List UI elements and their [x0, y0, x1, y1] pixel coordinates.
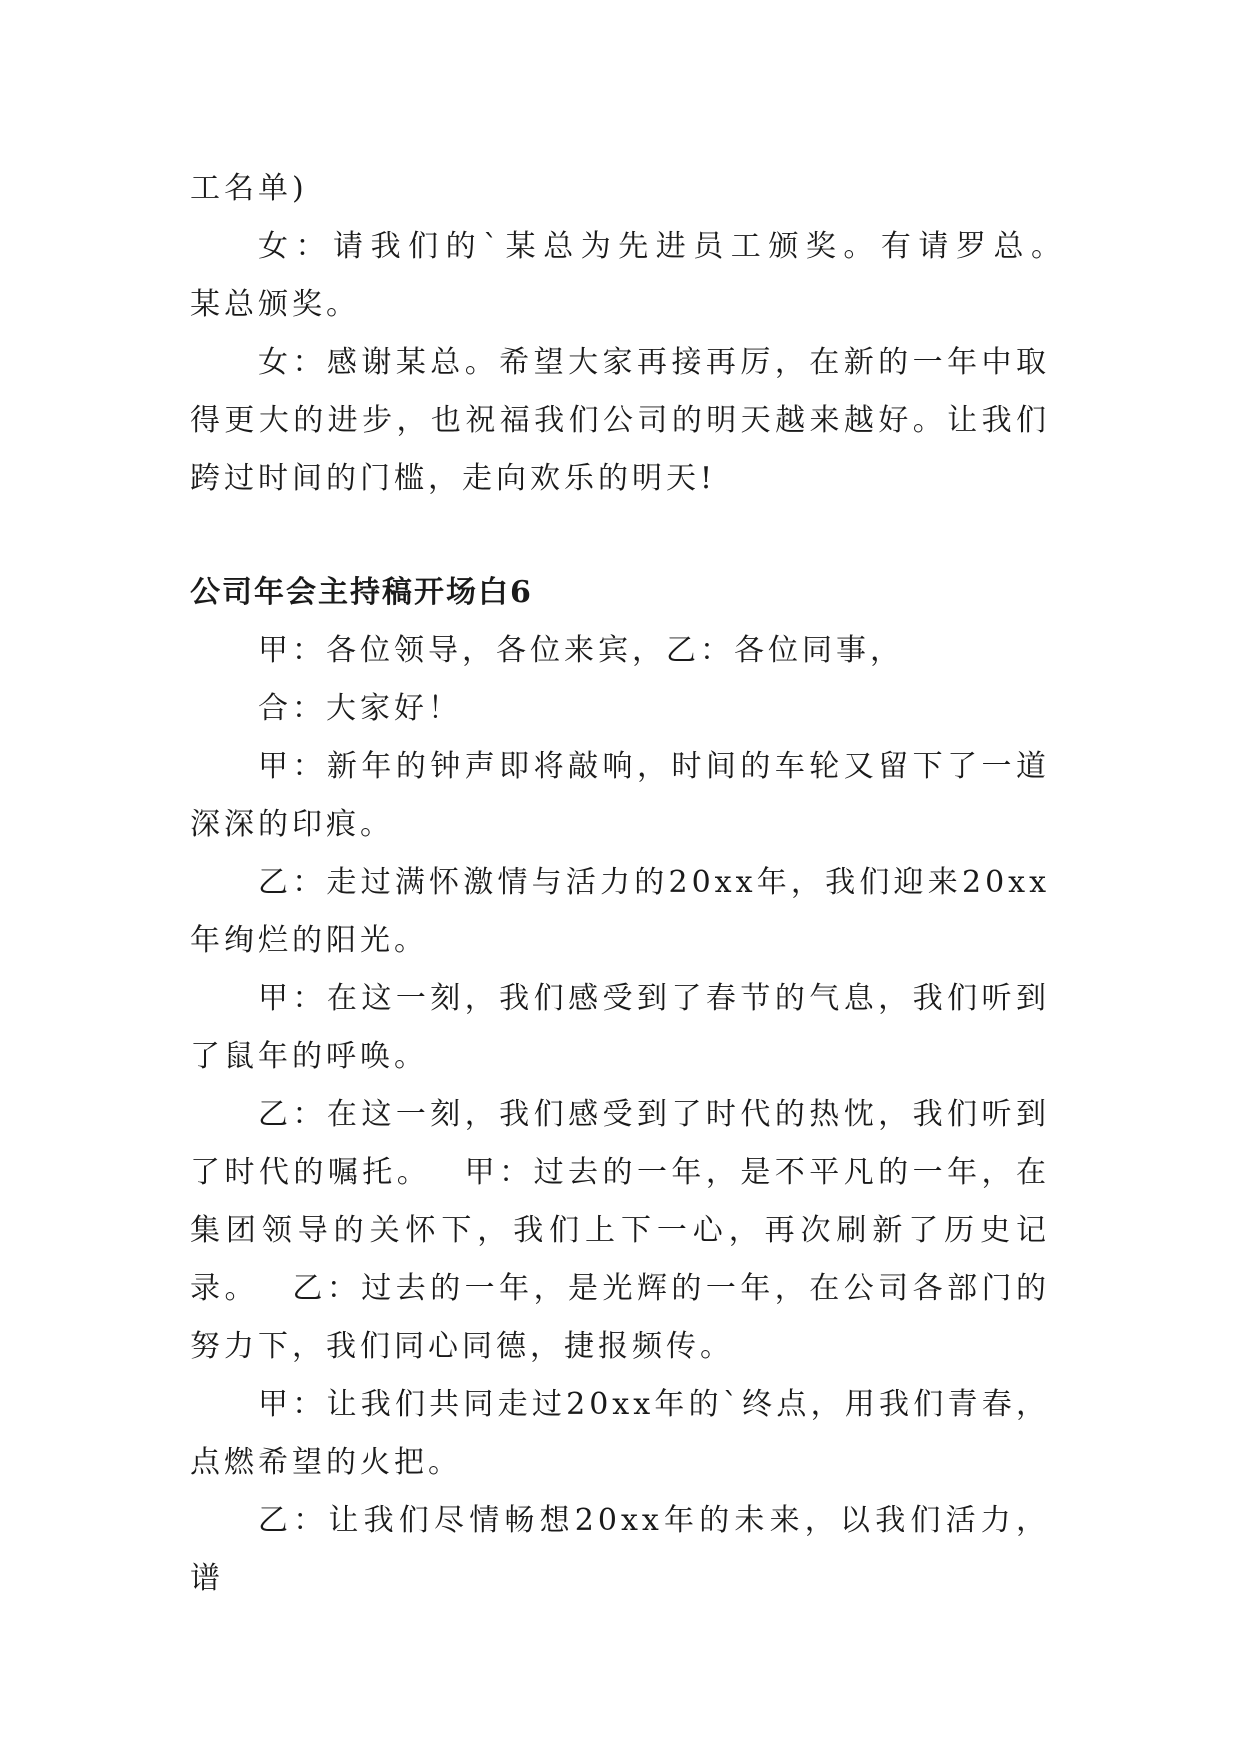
document-body: [190, 160, 1098, 1608]
paragraph-fragment: 工名单): [190, 171, 308, 206]
section-title: 公司年会主持稿开场白6: [190, 575, 533, 610]
paragraph-torch: 甲：让我们共同走过20xx年的`终点，用我们青春，点燃希望的火把。: [190, 1387, 1050, 1480]
paragraph-hello: 合：大家好！: [258, 691, 462, 726]
paragraph-future: 乙：让我们尽情畅想20xx年的未来，以我们活力，谱: [190, 1503, 1050, 1596]
paragraph-passion: 乙：走过满怀激情与活力的20xx年，我们迎来20xx年绚烂的阳光。: [190, 865, 1050, 958]
paragraph-award: 女：请我们的`某总为先进员工颁奖。有请罗总。 某总颁奖。: [190, 229, 1098, 322]
paragraph-thanks: 女：感谢某总。希望大家再接再厉，在新的一年中取得更大的进步，也祝福我们公司的明天越来越好。让我们跨过时间的门槛，走向欢乐的明天!: [190, 345, 1050, 496]
paragraph-bell: 甲：新年的钟声即将敲响，时间的车轮又留下了一道深深的印痕。: [190, 749, 1050, 842]
paragraph-era: 乙：在这一刻，我们感受到了时代的热忱，我们听到了时代的嘱托。 甲：过去的一年，是不平凡的一年，在集团领导的关怀下，我们上下一心，再次刷新了历史记录。 乙：过去的一年，是光辉的一年，在公司各部门的努力下，我们同心同德，捷报频传。: [190, 1097, 1050, 1364]
paragraph-spring: 甲：在这一刻，我们感受到了春节的气息，我们听到了鼠年的呼唤。: [190, 981, 1050, 1074]
paragraph-greeting: 甲：各位领导，各位来宾，乙：各位同事，: [258, 633, 904, 668]
